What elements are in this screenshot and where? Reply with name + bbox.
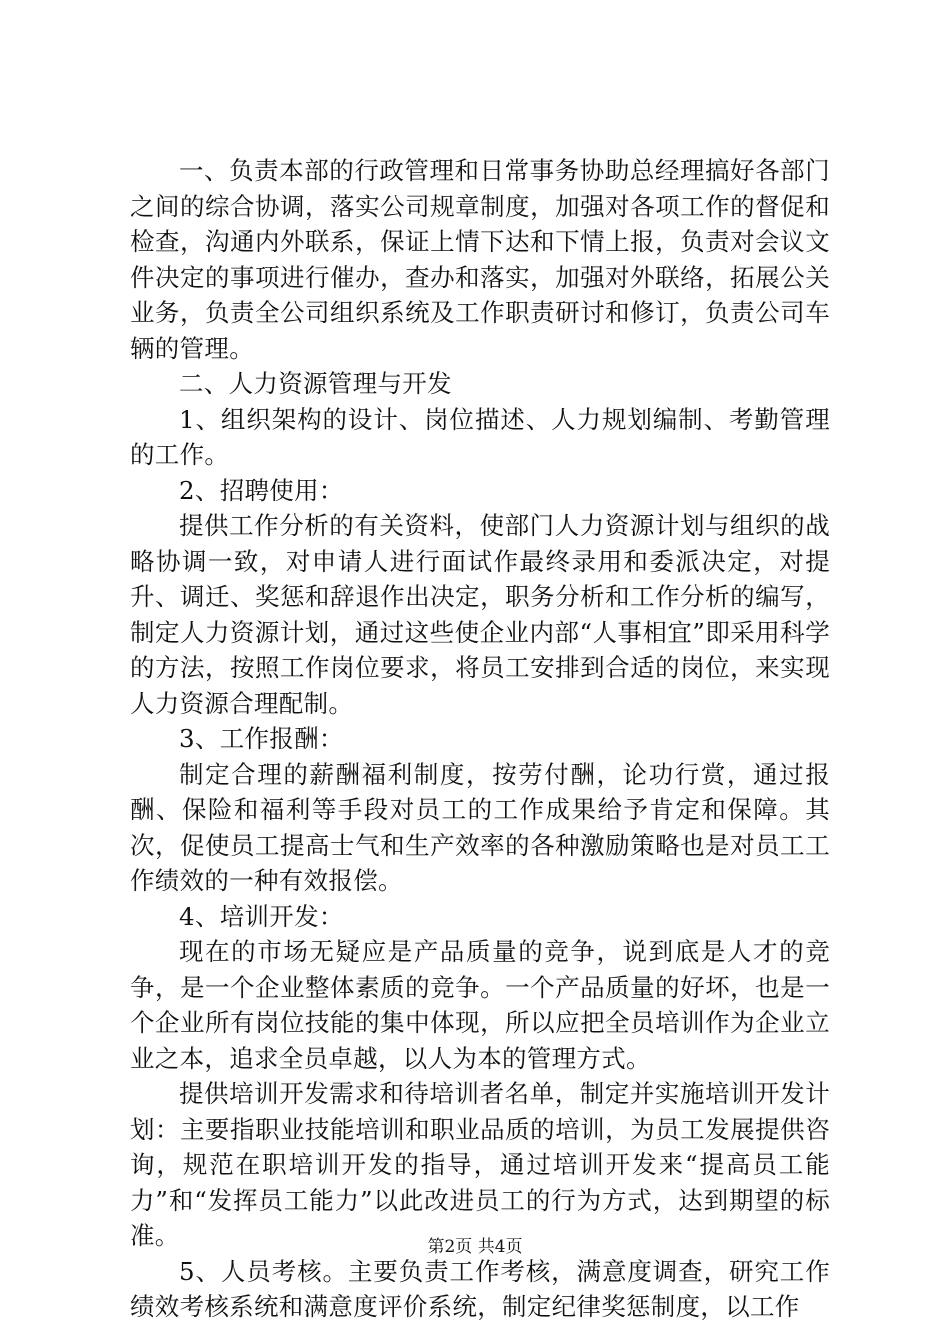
paragraph-training-plan: 提供培训开发需求和待培训者名单，制定并实施培训开发计划：主要指职业技能培训和职业品质的培训，为员工发展提供咨询，规范在职培训开发的指导，通过培训开发来“提高员工能力”和“发挥员工能力”以此改进员工的行为方式，达到期望的标准。 xyxy=(130,1079,830,1250)
document-body xyxy=(130,153,830,1325)
paragraph-assessment: 5、人员考核。主要负责工作考核，满意度调查，研究工作绩效考核系统和满意度评价系统，制定纪律奖惩制度，以工作 xyxy=(130,1256,830,1321)
paragraph-recruitment: 提供工作分析的有关资料，使部门人力资源计划与组织的战略协调一致，对申请人进行面试作最终录用和委派决定，对提升、调迁、奖惩和辞退作出决定，职务分析和工作分析的编写，制定人力资源计划，通过这些使企业内部“人事相宜”即采用科学的方法，按照工作岗位要求，将员工安排到合适的岗位，来实现人力资源合理配制。 xyxy=(130,511,830,718)
heading-hr-management: 二、人力资源管理与开发 xyxy=(179,369,452,398)
page-number-footer: 第2页 共4页 xyxy=(427,1237,523,1257)
paragraph-admin-duties: 一、负责本部的行政管理和日常事务协助总经理搞好各部门之间的综合协调，落实公司规章制度，加强对各项工作的督促和检查，沟通内外联系，保证上情下达和下情上报，负责对会议文件决定的事项进行催办，查办和落实，加强对外联络，拓展公关业务，负责全公司组织系统及工作职责研讨和修订，负责公司车辆的管理。 xyxy=(130,156,830,363)
paragraph-org-structure: 1、组织架构的设计、岗位描述、人力规划编制、考勤管理的工作。 xyxy=(130,404,830,469)
heading-recruitment: 2、招聘使用： xyxy=(179,475,344,505)
paragraph-compensation: 制定合理的薪酬福利制度，按劳付酬，论功行赏，通过报酬、保险和福利等手段对员工的工作成果给予肯定和保障。其次，促使员工提高士气和生产效率的各种激励策略也是对员工工作绩效的一种有效报偿。 xyxy=(130,759,830,895)
heading-compensation: 3、工作报酬： xyxy=(179,724,344,753)
heading-training: 4、培训开发： xyxy=(179,901,344,931)
paragraph-training-market: 现在的市场无疑应是产品质量的竞争，说到底是人才的竞争，是一个企业整体素质的竞争。一个产品质量的好坏，也是一个企业所有岗位技能的集中体现，所以应把全员培训作为企业立业之本，追求全员卓越，以人为本的管理方式。 xyxy=(130,937,830,1073)
